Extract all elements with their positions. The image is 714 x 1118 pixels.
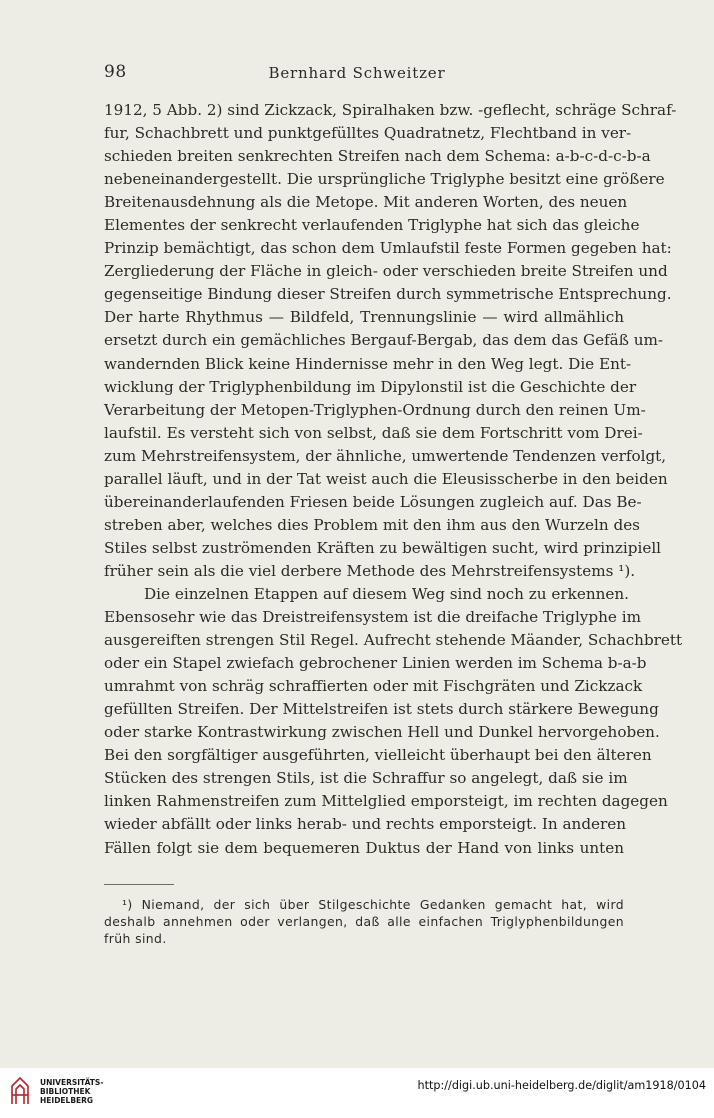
text-line: Bei den sorgfältiger ausgeführten, vielleicht überhaupt bei den älteren	[104, 746, 652, 765]
library-name-line: HEIDELBERG	[40, 1096, 94, 1105]
text-line: Breitenausdehnung als die Metope. Mit anderen Worten, des neuen	[104, 193, 628, 212]
text-line: Stücken des strengen Stils, ist die Schraffur so angelegt, daß sie im	[104, 769, 628, 788]
text-line: streben aber, welches dies Problem mit den ihm aus den Wurzeln des	[104, 515, 640, 534]
text-line: wieder abfällt oder links herab- und rechts emporsteigt. In anderen	[104, 815, 627, 834]
text-line: wicklung der Triglyphenbildung im Dipylonstil ist die Geschichte der	[104, 377, 637, 396]
page-number: 98	[104, 62, 127, 82]
text-line: 1912, 5 Abb. 2) sind Zickzack, Spiralhaken bzw. -geflecht, schräge Schraf-	[104, 101, 677, 119]
running-head: Bernhard Schweitzer	[268, 64, 446, 82]
text-line: übereinanderlaufenden Friesen beide Lösungen zugleich auf. Das Be-	[104, 492, 642, 511]
text-line: Zergliederung der Fläche in gleich- oder verschieden breite Streifen und	[104, 262, 668, 281]
text-line: Prinzip bemächtigt, das schon dem Umlaufstil feste Formen gegeben hat:	[104, 239, 672, 258]
footnotes	[104, 896, 624, 948]
text-line: früher sein als die viel derbere Methode des Mehrstreifensystems ¹).	[104, 561, 636, 580]
text-line: schieden breiten senkrechten Streifen nach dem Schema: a-b-c-d-c-b-a	[104, 147, 651, 166]
text-line: laufstil. Es versteht sich von selbst, daß sie dem Fortschritt vom Drei-	[104, 423, 643, 442]
library-name-line: BIBLIOTHEK	[40, 1087, 91, 1096]
text-line: nebeneinandergestellt. Die ursprüngliche Triglyphe besitzt eine größere	[104, 170, 665, 189]
text-line: ausgereiften strengen Stil Regel. Aufrecht stehende Mäander, Schachbrett	[104, 631, 683, 650]
text-line: gefüllten Streifen. Der Mittelstreifen ist stets durch stärkere Bewegung	[104, 700, 659, 719]
text-line: Fällen folgt sie dem bequemeren Duktus der Hand von links unten	[104, 838, 624, 857]
text-line: umrahmt von schräg schraffierten oder mit Fischgräten und Zickzack	[104, 677, 643, 696]
library-name-line: UNIVERSITÄTS-	[40, 1078, 104, 1087]
text-line: Stiles selbst zuströmenden Kräften zu bewältigen sucht, wird prinzipiell	[104, 538, 662, 557]
footer-bar	[0, 1068, 714, 1118]
library-name	[40, 1078, 103, 1105]
source-url-link[interactable]: http://digi.ub.uni-heidelberg.de/diglit/am1918/0104	[417, 1079, 706, 1092]
text-line: linken Rahmenstreifen zum Mittelglied emporsteigt, im rechten dagegen	[104, 792, 668, 811]
text-line: Die einzelnen Etappen auf diesem Weg sind noch zu erkennen.	[144, 584, 629, 603]
footnote-line: früh sind.	[104, 931, 167, 947]
text-line: parallel läuft, und in der Tat weist auch die Eleusisscherbe in den beiden	[104, 469, 668, 488]
text-line: oder starke Kontrastwirkung zwischen Hell und Dunkel hervorgehoben.	[104, 723, 660, 742]
footnote-line: ¹) Niemand, der sich über Stilgeschichte Gedanken gemacht hat, wird	[122, 897, 624, 912]
text-line: fur, Schachbrett und punktgefülltes Quadratnetz, Flechtband in ver-	[104, 124, 632, 143]
text-line: gegenseitige Bindung dieser Streifen durch symmetrische Entsprechung.	[104, 285, 672, 304]
text-line: zum Mehrstreifensystem, der ähnliche, umwertende Tendenzen verfolgt,	[104, 446, 667, 465]
text-line: ersetzt durch ein gemächliches Bergauf-Bergab, das dem das Gefäß um-	[104, 331, 664, 350]
text-line: Verarbeitung der Metopen-Triglyphen-Ordnung durch den reinen Um-	[104, 400, 646, 419]
text-line: Ebensosehr wie das Dreistreifensystem ist die dreifache Triglyphe im	[104, 608, 641, 627]
library-logo-icon	[10, 1076, 30, 1106]
text-line: Der harte Rhythmus — Bildfeld, Trennungslinie — wird allmählich	[104, 308, 624, 327]
text-line: Elementes der senkrecht verlaufenden Triglyphe hat sich das gleiche	[104, 216, 640, 235]
footnote-rule	[104, 884, 174, 885]
text-line: oder ein Stapel zwiefach gebrochener Linien werden im Schema b-a-b	[104, 654, 647, 673]
text-line: wandernden Blick keine Hindernisse mehr in den Weg legt. Die Ent-	[104, 354, 632, 373]
body-text	[104, 99, 683, 860]
footnote-line: deshalb annehmen oder verlangen, daß alle einfachen Triglyphenbildungen	[104, 914, 624, 930]
